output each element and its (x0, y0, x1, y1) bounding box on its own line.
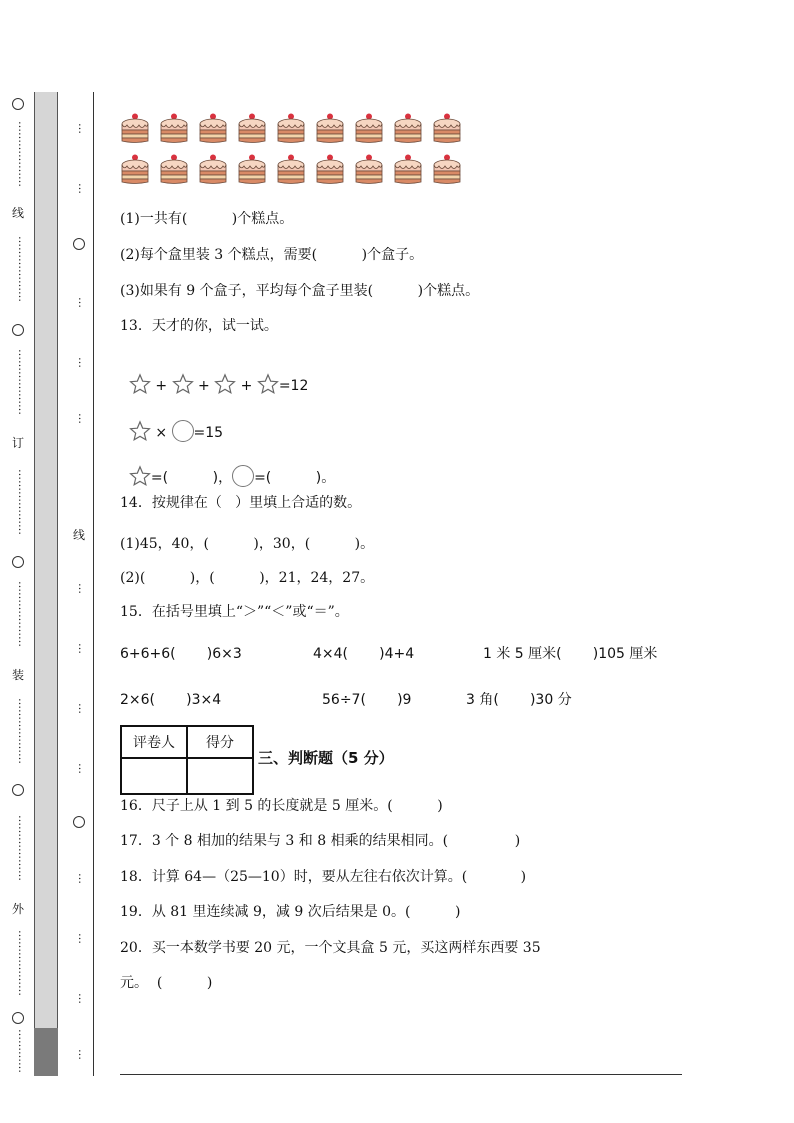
q15-compare-3: 1 米 5 厘米( )105 厘米 (483, 646, 658, 662)
q15-compare-1: 6+6+6( )6×3 (120, 646, 242, 662)
inner-dots: … (76, 582, 89, 594)
inner-binding-column (62, 92, 94, 1076)
cake-illustration (120, 112, 462, 194)
binding-label-zhuang: 装 (12, 668, 25, 682)
star-icon (129, 465, 151, 487)
inner-dots: … (76, 122, 89, 134)
section-3-title: 三、判断题（5 分） (258, 749, 394, 767)
binding-dots: ……………… (16, 121, 29, 187)
inner-dots: … (76, 642, 89, 654)
cake-icon (354, 153, 384, 185)
inner-dots: … (76, 992, 89, 1004)
binding-dots: ……………… (16, 349, 29, 415)
inner-dots: … (76, 182, 89, 194)
inner-dots: … (76, 702, 89, 714)
cake-icon (198, 153, 228, 185)
cake-row (120, 112, 462, 144)
binding-label-line: 线 (12, 206, 25, 220)
circle-icon (232, 465, 254, 487)
q13-title: 13．天才的你，试一试。 (120, 318, 278, 334)
q15-compare-6: 3 角( )30 分 (466, 692, 572, 708)
q14-title: 14．按规律在（ ）里填上合适的数。 (120, 495, 362, 511)
binding-vertical-rule (93, 92, 94, 1076)
inner-label-line: 线 (73, 528, 86, 542)
cake-icon (432, 112, 462, 144)
footer-rule (120, 1074, 682, 1075)
binding-label-wai: 外 (12, 902, 25, 916)
q13-eq2-result: =15 (193, 425, 224, 441)
cake-icon (237, 112, 267, 144)
binding-circle (12, 1012, 24, 1024)
binding-margin (0, 92, 34, 1076)
cake-icon (198, 112, 228, 144)
q15-title: 15．在括号里填上“＞”“＜”或“＝”。 (120, 604, 349, 620)
q15-compare-5: 56÷7( )9 (322, 692, 412, 708)
inner-dots: … (76, 932, 89, 944)
binding-dots: ……………… (16, 930, 29, 996)
cake-icon (393, 153, 423, 185)
q13-equation-1: + + + =12 (120, 355, 308, 395)
q12-part3: (3)如果有 9 个盒子，平均每个盒子里装( )个糕点。 (120, 283, 480, 299)
cake-row (120, 153, 462, 185)
score-table-header-grader: 评卷人 (121, 726, 187, 758)
binding-dots: ………… (16, 1029, 29, 1073)
q13-star-answer: =( )， (150, 470, 233, 486)
q14-part1: (1)45，40，( )，30，( )。 (120, 536, 375, 552)
q13-eq1-result: =12 (278, 378, 309, 394)
binding-circle (12, 98, 24, 110)
q19: 19．从 81 里连续减 9，减 9 次后结果是 0。( ) (120, 904, 461, 920)
cake-icon (120, 112, 150, 144)
cake-icon (393, 112, 423, 144)
binding-circle (12, 784, 24, 796)
star-icon (214, 373, 236, 395)
q12-part2: (2)每个盒里装 3 个糕点，需要( )个盒子。 (120, 247, 424, 263)
binding-label-ding: 订 (12, 436, 25, 450)
cake-icon (315, 153, 345, 185)
binding-dots: ……………… (16, 815, 29, 881)
cake-icon (276, 112, 306, 144)
score-table-cell-grader[interactable] (121, 758, 187, 794)
cake-icon (159, 153, 189, 185)
inner-circle (73, 816, 85, 828)
cake-icon (432, 153, 462, 185)
binding-dots: ……………… (16, 581, 29, 647)
star-icon (172, 373, 194, 395)
cake-icon (276, 153, 306, 185)
q14-part2: (2)( )，( )，21，24，27。 (120, 570, 375, 586)
star-icon (257, 373, 279, 395)
q16: 16．尺子上从 1 到 5 的长度就是 5 厘米。( ) (120, 798, 443, 814)
q13-equation-3 (120, 447, 335, 487)
inner-dots: … (76, 1048, 89, 1060)
q17: 17．3 个 8 相加的结果与 3 和 8 相乘的结果相同。( ) (120, 833, 521, 849)
score-table (120, 725, 254, 795)
inner-dots: … (76, 356, 89, 368)
cake-icon (159, 112, 189, 144)
inner-dots: … (76, 412, 89, 424)
cake-icon (120, 153, 150, 185)
inner-circle (73, 238, 85, 250)
inner-dots: … (76, 296, 89, 308)
score-table-cell-score[interactable] (187, 758, 253, 794)
q13-equation-2: × =15 (120, 402, 223, 442)
cake-icon (315, 112, 345, 144)
binding-dark-block (34, 1028, 58, 1076)
score-table-header-score: 得分 (187, 726, 253, 758)
cake-icon (354, 112, 384, 144)
binding-circle (12, 556, 24, 568)
q13-circle-answer: =( )。 (254, 470, 336, 486)
q18: 18．计算 64—（25—10）时，要从左往右依次计算。( ) (120, 869, 527, 885)
binding-dots: ……………… (16, 698, 29, 764)
star-icon (129, 420, 151, 442)
binding-dots: ……………… (16, 469, 29, 535)
q20-line1: 20．买一本数学书要 20 元，一个文具盒 5 元，买这两样东西要 35 (120, 940, 541, 956)
binding-circle (12, 324, 24, 336)
q20-line2: 元。 ( ) (120, 975, 213, 991)
star-icon (129, 373, 151, 395)
q12-part1: (1)一共有( )个糕点。 (120, 211, 294, 227)
circle-icon (172, 420, 194, 442)
binding-dots: ……………… (16, 236, 29, 302)
cake-icon (237, 153, 267, 185)
inner-dots: … (76, 872, 89, 884)
binding-gray-strip (34, 92, 58, 1076)
inner-dots: … (76, 762, 89, 774)
q15-compare-4: 2×6( )3×4 (120, 692, 222, 708)
q15-compare-2: 4×4( )4+4 (313, 646, 415, 662)
